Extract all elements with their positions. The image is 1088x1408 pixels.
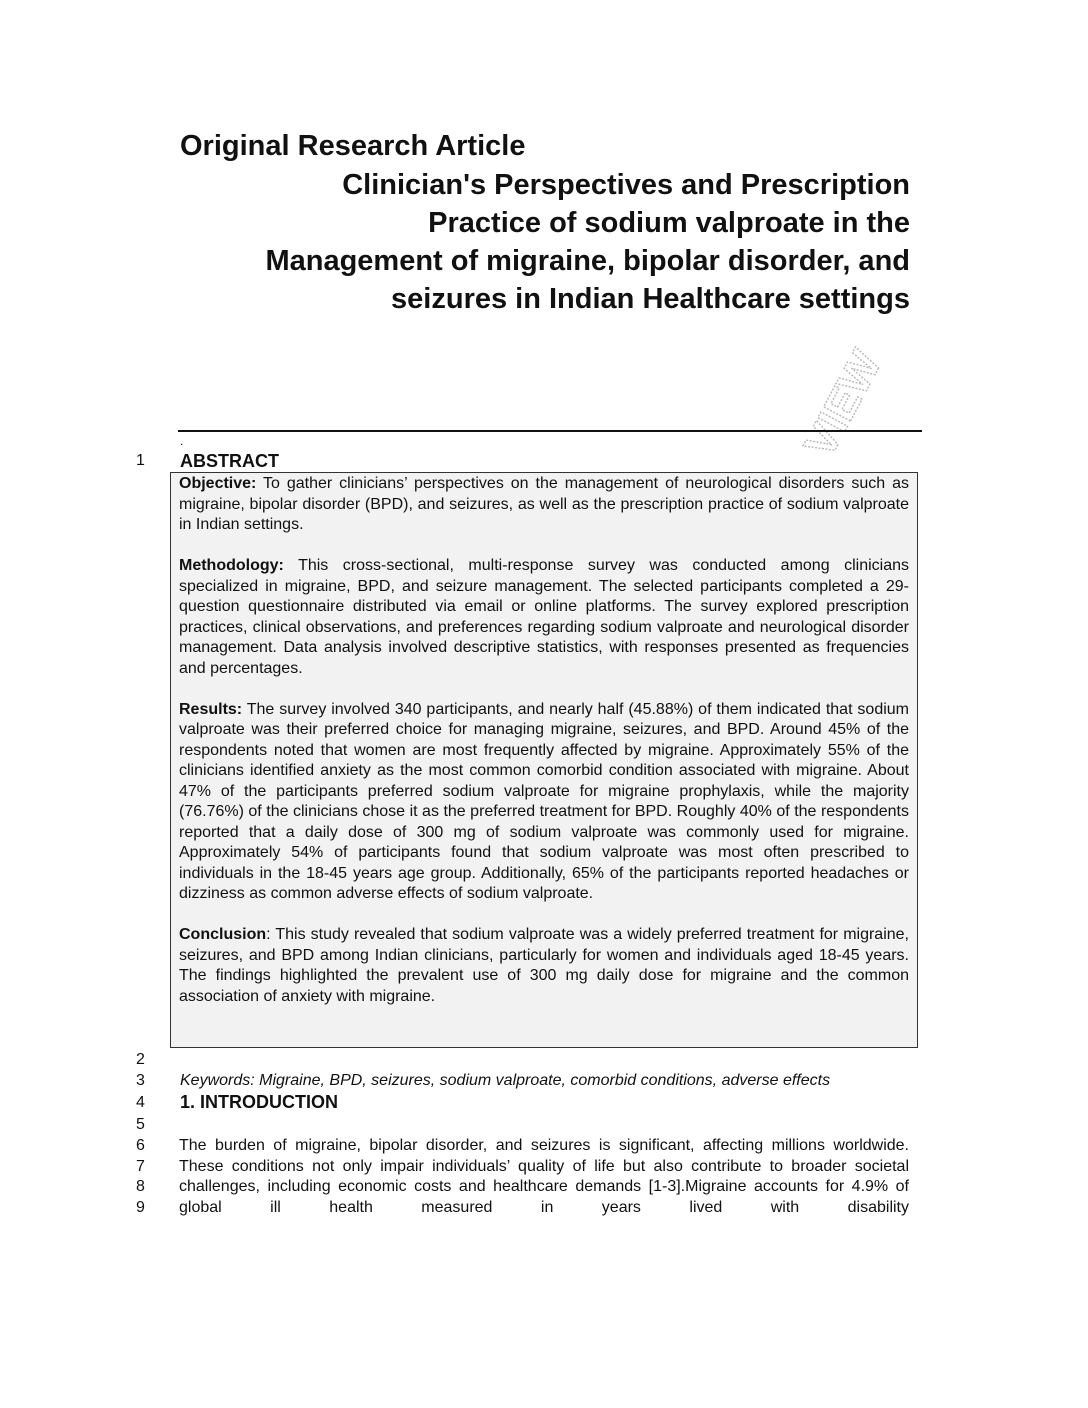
- line-number: 9: [136, 1198, 145, 1216]
- results-label: Results:: [179, 700, 243, 718]
- introduction-paragraph: The burden of migraine, bipolar disorder, and seizures is significant, affecting millions worldwide. These conditions not only impair individuals’ quality of life but also contribute to broader societal challenges, including economic costs and healthcare demands [1-3].Migraine accounts for 4.9% of global ill health measured in years lived with disability: [179, 1137, 909, 1216]
- title-line: seizures in Indian Healthcare settings: [391, 283, 910, 315]
- article-type-label: Original Research Article: [180, 130, 526, 162]
- line-number: 5: [136, 1116, 145, 1133]
- line-number: 2: [136, 1051, 145, 1068]
- abstract-objective: [179, 474, 909, 536]
- line-number: 3: [136, 1072, 145, 1089]
- title-line: Management of migraine, bipolar disorder, and: [265, 245, 910, 277]
- divider-dot: .: [180, 434, 184, 448]
- results-text: The survey involved 340 participants, and nearly half (45.88%) of them indicated that sodium valproate was their preferred choice for managing migraine, seizures, and BPD. Around 45% of the respondents noted that women are most frequently affected by migraine. Approximately 55% of the clinicians identified anxiety as the most common comorbid condition associated with migraine. About 47% of the participants preferred sodium valproate for migraine prophylaxis, while the majority (76.76%) of the clinicians chose it as the preferred treatment for BPD. Roughly 40% of the respondents reported that a daily dose of 300 mg of sodium valproate was commonly used for migraine. Approximately 54% of participants found that sodium valproate was most often prescribed to individuals in the 18-45 years age group. Additionally, 65% of the participants reported headaches or dizziness as common adverse effects of sodium valproate.: [179, 700, 909, 902]
- keywords-line: Keywords: Migraine, BPD, seizures, sodium valproate, comorbid conditions, adverse effects: [180, 1072, 831, 1089]
- objective-label: Objective:: [179, 475, 257, 492]
- line-number: 4: [136, 1094, 145, 1111]
- abstract-methodology: [179, 556, 909, 679]
- abstract-results: [179, 700, 909, 905]
- methodology-label: Methodology:: [179, 557, 284, 574]
- objective-text: To gather clinicians’ perspectives on the management of neurological disorders such as migraine, bipolar disorder (BPD), and seizures, as well as the prescription practice of sodium valproate in Indian settings.: [179, 475, 909, 533]
- watermark-text: VIEW: [795, 342, 892, 466]
- introduction-heading: 1. INTRODUCTION: [180, 1092, 339, 1112]
- line-number: 1: [136, 452, 145, 469]
- line-number: 7: [136, 1157, 145, 1175]
- title-line: Practice of sodium valproate in the: [428, 207, 910, 239]
- conclusion-text: : This study revealed that sodium valproate was a widely preferred treatment for migraine, seizures, and BPD among Indian clinicians, particularly for women and individuals aged 18-45 years. The findings highlighted the prevalent use of 300 mg daily dose for migraine and the common association of anxiety with migraine.: [179, 926, 909, 1005]
- line-number: 6: [136, 1137, 145, 1154]
- abstract-body: [179, 474, 909, 1028]
- line-number: 8: [136, 1178, 145, 1195]
- title-line: Clinician's Perspectives and Prescription: [342, 169, 910, 201]
- conclusion-label: Conclusion: [179, 926, 267, 943]
- paper-title: [180, 166, 910, 318]
- review-watermark: [748, 330, 892, 466]
- abstract-heading: ABSTRACT: [180, 451, 279, 471]
- abstract-conclusion: [179, 925, 909, 1007]
- methodology-text: This cross-sectional, multi-response survey was conducted among clinicians specialized in migraine, BPD, and seizure management. The selected participants completed a 29-question questionnaire distributed via email or online platforms. The survey explored prescription practices, clinical observations, and preferences regarding sodium valproate and neurological disorder management. Data analysis involved descriptive statistics, with responses presented as frequencies and percentages.: [179, 557, 909, 677]
- title-divider: [178, 430, 922, 432]
